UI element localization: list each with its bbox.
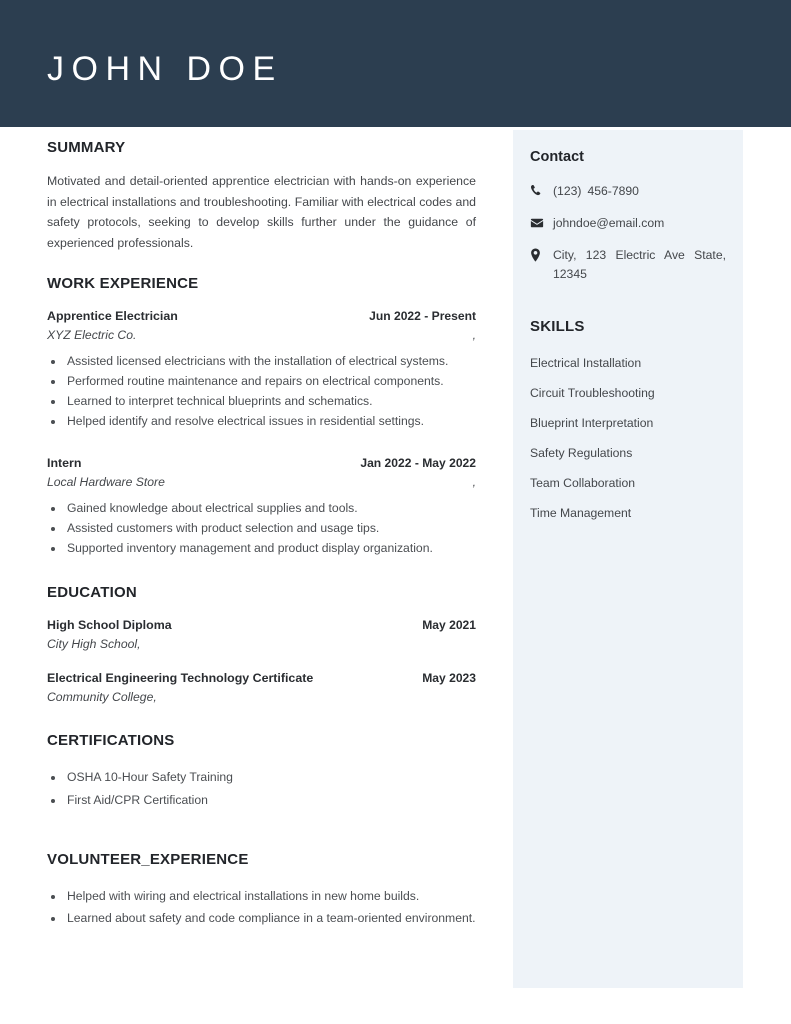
work-entry-header	[47, 307, 476, 325]
work-entry-bullets	[47, 499, 476, 559]
volunteer-experience-list	[47, 885, 476, 930]
work-entry	[47, 454, 476, 559]
education-date: May 2021	[422, 618, 476, 632]
phone-icon	[530, 182, 545, 197]
education-entry-subheader	[47, 688, 476, 706]
list-item: • Learned to interpret technical blueprints and schematics.	[65, 392, 476, 412]
list-item: Time Management	[530, 506, 632, 520]
section-heading-volunteer-experience: VOLUNTEER_EXPERIENCE	[47, 850, 249, 868]
education-degree: High School Diploma	[47, 618, 172, 632]
sidebar	[513, 130, 743, 988]
list-item: Team Collaboration	[530, 476, 636, 490]
list-item: • OSHA 10-Hour Safety Training	[65, 766, 476, 788]
envelope-icon	[530, 214, 545, 230]
location-pin-icon	[530, 246, 545, 262]
work-entry-organization: Local Hardware Store	[47, 474, 165, 489]
work-entry-bullets	[47, 352, 476, 432]
page-title: JOHN DOE	[47, 50, 283, 88]
list-item: Blueprint Interpretation	[530, 416, 654, 430]
list-item: • First Aid/CPR Certification	[65, 789, 476, 811]
section-certifications	[47, 732, 476, 811]
section-volunteer-experience	[47, 851, 476, 930]
contact-row-address	[530, 246, 726, 284]
list-item: Electrical Installation	[530, 356, 642, 370]
certifications-list	[47, 766, 476, 811]
education-entry-header	[47, 616, 476, 634]
list-item: • Performed routine maintenance and repairs on electrical components.	[65, 372, 476, 392]
main-column	[47, 139, 476, 951]
education-entry	[47, 669, 476, 706]
work-entry-header	[47, 454, 476, 472]
list-item: • Assisted customers with product selection and usage tips.	[65, 519, 476, 539]
section-heading-work-experience: WORK EXPERIENCE	[47, 275, 199, 292]
education-date: May 2023	[422, 671, 476, 685]
list-item: • Helped identify and resolve electrical issues in residential settings.	[65, 412, 476, 432]
work-entry-dates: Jun 2022 - Present	[369, 309, 476, 323]
contact-row-email	[530, 214, 726, 233]
education-entry-subheader	[47, 635, 476, 653]
work-entry-dates: Jan 2022 - May 2022	[360, 455, 476, 470]
list-item: • Gained knowledge about electrical supplies and tools.	[65, 499, 476, 519]
work-entry-subheader	[47, 326, 476, 344]
work-entry-organization-suffix: ,	[472, 328, 476, 342]
education-degree: Electrical Engineering Technology Certificate	[47, 671, 314, 685]
work-entry-subheader	[47, 473, 476, 491]
header-banner	[0, 0, 791, 127]
list-item: • Learned about safety and code compliance in a team-oriented environment.	[65, 907, 476, 929]
section-heading-certifications: CERTIFICATIONS	[47, 732, 175, 749]
contact-email: johndoe@email.com	[553, 216, 665, 230]
list-item: Safety Regulations	[530, 446, 633, 460]
section-heading-skills: SKILLS	[530, 318, 585, 335]
contact-row-phone	[530, 182, 726, 201]
summary-text: Motivated and detail-oriented apprentice electrician with hands-on experience in electrical installations and troubleshooting. Familiar with electrical codes and safety protocols, seeking to develop skills further under the guidance of experienced professionals.	[47, 174, 476, 250]
work-entry-organization-suffix: ,	[472, 474, 476, 489]
section-heading-education: EDUCATION	[47, 584, 137, 601]
education-entry-header	[47, 669, 476, 687]
section-summary	[47, 139, 476, 253]
education-school: City High School,	[47, 637, 141, 651]
work-entry	[47, 307, 476, 432]
section-heading-contact: Contact	[530, 149, 584, 165]
work-entry-title: Apprentice Electrician	[47, 309, 178, 323]
education-school: Community College,	[47, 690, 157, 704]
list-item: • Assisted licensed electricians with the installation of electrical systems.	[65, 352, 476, 372]
education-entry	[47, 616, 476, 653]
skills-list	[530, 354, 726, 523]
list-item: • Helped with wiring and electrical installations in new home builds.	[65, 885, 476, 907]
work-entry-organization: XYZ Electric Co.	[47, 328, 137, 342]
section-heading-summary: SUMMARY	[47, 139, 126, 156]
section-education	[47, 584, 476, 706]
contact-address: City, 123 Electric Ave State, 12345	[553, 248, 726, 281]
list-item: Circuit Troubleshooting	[530, 386, 655, 400]
work-entry-title: Intern	[47, 455, 82, 470]
list-item: • Supported inventory management and product display organization.	[65, 539, 476, 559]
contact-phone: (123) 456-7890	[553, 184, 639, 198]
section-work-experience	[47, 275, 476, 558]
contact-list	[530, 182, 726, 284]
page-body	[0, 127, 791, 1024]
